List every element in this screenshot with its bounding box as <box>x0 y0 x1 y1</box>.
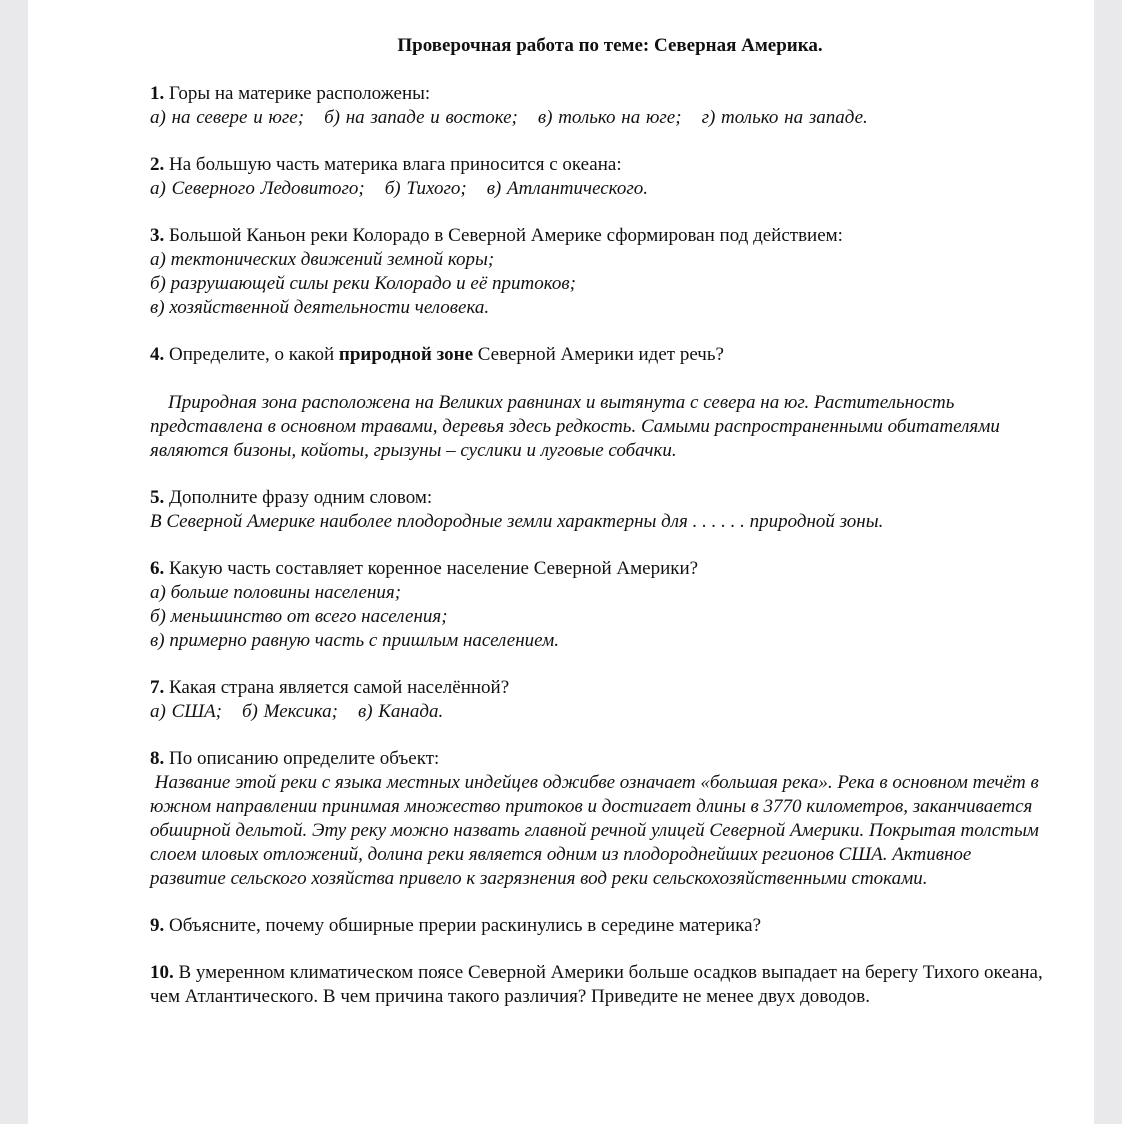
passage <box>150 391 1050 463</box>
question-8 <box>150 747 1050 891</box>
question-1 <box>150 82 1050 130</box>
document-content <box>150 34 1050 1032</box>
question-number: 3. <box>150 225 165 246</box>
question-text: Горы на материке расположены: <box>169 83 431 104</box>
option: г) только на западе. <box>701 107 868 128</box>
option: а) Северного Ледовитого; <box>150 178 365 199</box>
question-text: Большой Каньон реки Колорадо в Северной Америке сформирован под действием: <box>169 225 843 246</box>
question-2 <box>150 153 1050 201</box>
option: а) больше половины населения; <box>150 582 402 603</box>
option: б) разрушающей силы реки Колорадо и её притоков; <box>150 273 576 294</box>
question-3 <box>150 224 1050 320</box>
question-text: Дополните фразу одним словом: <box>169 487 433 508</box>
answer-options <box>150 700 1050 724</box>
question-text: Объясните, почему обширные прерии раскинулись в середине материка? <box>169 915 762 936</box>
question-number: 1. <box>150 83 165 104</box>
option: б) Мексика; <box>242 701 338 722</box>
question-5 <box>150 486 1050 534</box>
document-page <box>28 0 1094 1124</box>
question-number: 6. <box>150 558 165 579</box>
question-10 <box>150 961 1050 1009</box>
option: а) на севере и юге; <box>150 107 305 128</box>
option: б) на западе и востоке; <box>324 107 518 128</box>
option: б) Тихого; <box>384 178 467 199</box>
option: в) только на юге; <box>537 107 682 128</box>
question-number: 4. <box>150 344 165 365</box>
question-number: 7. <box>150 677 165 698</box>
answer-options <box>150 106 1050 130</box>
question-6 <box>150 557 1050 653</box>
option: в) хозяйственной деятельности человека. <box>150 297 490 318</box>
question-text: По описанию определите объект: <box>169 748 440 769</box>
option: в) примерно равную часть с пришлым населением. <box>150 630 560 651</box>
passage <box>150 771 1050 891</box>
passage-text: Природная зона расположена на Великих равнинах и вытянута с севера на юг. Растительность представлена в основном травами, деревья здесь редкость. Самыми распространенными обитателями являются бизоны, койоты, грызуны – суслики и луговые собачки. <box>150 392 1000 461</box>
question-number: 10. <box>150 962 174 983</box>
question-text: На большую часть материка влага приносится с океана: <box>169 154 622 175</box>
option: а) тектонических движений земной коры; <box>150 249 495 270</box>
option: в) Атлантического. <box>486 178 649 199</box>
question-number: 5. <box>150 487 165 508</box>
fill-in-sentence: В Северной Америке наиболее плодородные земли характерны для . . . . . . природной зоны. <box>150 511 884 532</box>
page-title: Проверочная работа по теме: Северная Америка. <box>397 35 823 56</box>
question-text: Какая страна является самой населённой? <box>169 677 510 698</box>
question-text-emphasis: природной зоне <box>338 344 474 365</box>
question-text: Какую часть составляет коренное население Северной Америки? <box>169 558 699 579</box>
option: в) Канада. <box>357 701 444 722</box>
answer-options <box>150 177 1050 201</box>
question-7 <box>150 676 1050 724</box>
passage-text: Название этой реки с языка местных индейцев оджибве означает «большая река». Река в основном течёт в южном направлении принимая множество притоков и достигает длины в 3770 километров, заканчивается обширной дельтой. Эту реку можно назвать главной речной улицей Северной Америки. Покрытая толстым слоем иловых отложений, долина реки является одним из плодороднейших регионов США. Активное развитие сельского хозяйства привело к загрязнения вод реки сельскохозяйственными стоками. <box>150 772 1039 889</box>
question-number: 8. <box>150 748 165 769</box>
question-text: Определите, о какой <box>169 344 335 365</box>
question-number: 9. <box>150 915 165 936</box>
question-4 <box>150 343 1050 463</box>
question-9 <box>150 914 1050 938</box>
question-text: Северной Америки идет речь? <box>477 344 724 365</box>
question-text: В умеренном климатическом поясе Северной Америки больше осадков выпадает на берегу Тихого океана, чем Атлантического. В чем причина такого различия? Приведите не менее двух доводов. <box>150 962 1043 1007</box>
question-number: 2. <box>150 154 165 175</box>
option: а) США; <box>150 701 222 722</box>
option: б) меньшинство от всего населения; <box>150 606 448 627</box>
